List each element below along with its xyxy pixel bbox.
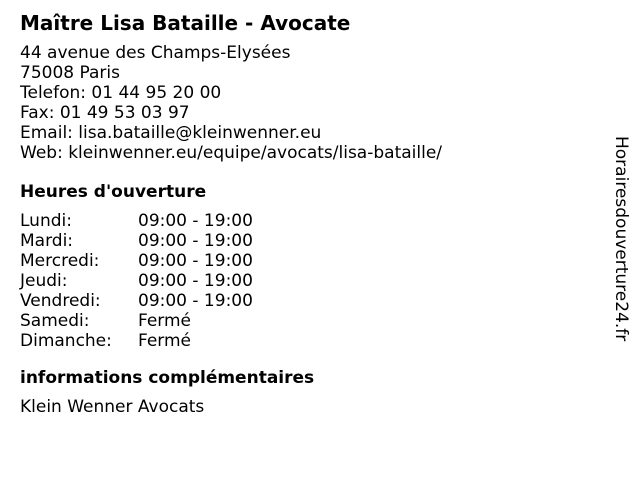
hours-row-monday: [20, 211, 600, 231]
site-watermark: Horairesdouverture24.fr: [611, 136, 631, 342]
contact-block: [20, 43, 600, 163]
time-value: 09:00 - 19:00: [138, 271, 253, 291]
phone-text: Telefon: 01 44 95 20 00: [20, 83, 222, 103]
day-label: Jeudi:: [20, 271, 68, 291]
time-value: Fermé: [138, 331, 192, 351]
time-value: 09:00 - 19:00: [138, 291, 253, 311]
time-value: 09:00 - 19:00: [138, 251, 253, 271]
time-value: 09:00 - 19:00: [138, 231, 253, 251]
day-label: Mercredi:: [20, 251, 100, 271]
address-line-2: 75008 Paris: [20, 63, 120, 83]
hours-heading: Heures d'ouverture: [20, 182, 207, 202]
hours-row-tuesday: [20, 231, 600, 251]
hours-row-friday: [20, 291, 600, 311]
hours-table: [20, 211, 600, 351]
info-heading: informations complémentaires: [20, 368, 315, 388]
day-label: Dimanche:: [20, 331, 112, 351]
hours-row-thursday: [20, 271, 600, 291]
info-text: Klein Wenner Avocats: [20, 397, 205, 417]
hours-row-saturday: [20, 311, 600, 331]
day-label: Samedi:: [20, 311, 90, 331]
time-value: Fermé: [138, 311, 192, 331]
web-text: Web: kleinwenner.eu/equipe/avocats/lisa-bataille/: [20, 143, 443, 163]
business-card: [20, 10, 600, 417]
page-title: Maître Lisa Bataille - Avocate: [20, 11, 351, 35]
day-label: Vendredi:: [20, 291, 101, 311]
address-line-1: 44 avenue des Champs-Elysées: [20, 43, 291, 63]
day-label: Mardi:: [20, 231, 74, 251]
fax-text: Fax: 01 49 53 03 97: [20, 103, 190, 123]
time-value: 09:00 - 19:00: [138, 211, 253, 231]
hours-row-wednesday: [20, 251, 600, 271]
email-text: Email: lisa.bataille@kleinwenner.eu: [20, 123, 322, 143]
hours-row-sunday: [20, 331, 600, 351]
day-label: Lundi:: [20, 211, 72, 231]
